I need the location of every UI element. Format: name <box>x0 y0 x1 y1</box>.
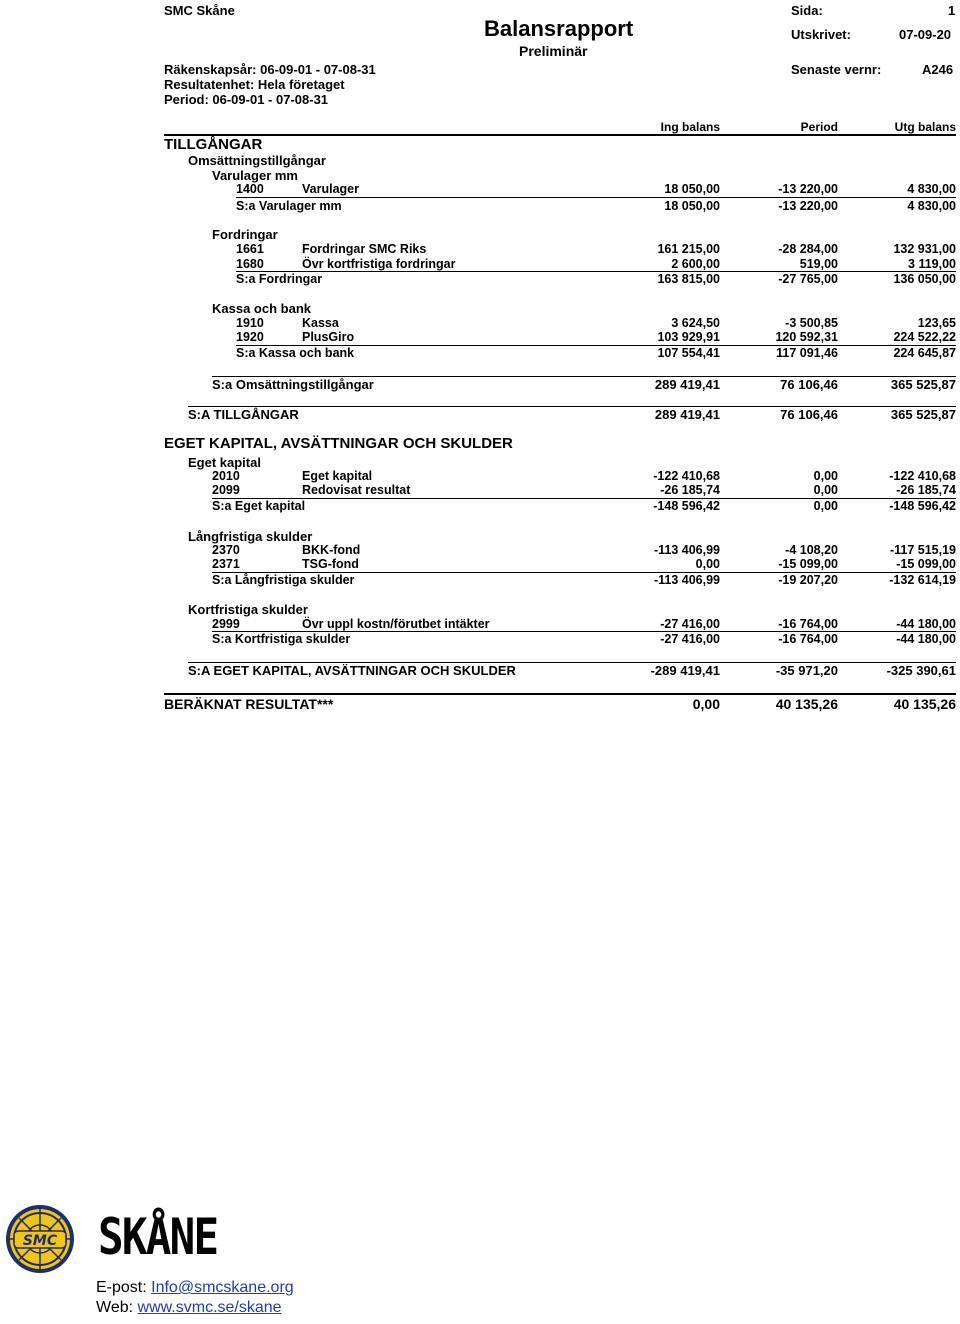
closing-balance: 4 830,00 <box>907 199 956 213</box>
account-number: 2999 <box>212 617 240 631</box>
opening-balance: 107 554,41 <box>657 346 720 360</box>
report-subtitle: Preliminär <box>519 43 588 59</box>
sum-row <box>212 632 956 647</box>
result-row <box>164 696 956 711</box>
longterm-heading: Långfristiga skulder <box>188 529 313 544</box>
sum-label: S:a Varulager mm <box>236 199 342 213</box>
period-amount: -4 108,20 <box>785 543 838 557</box>
opening-balance: 289 419,41 <box>654 377 720 392</box>
period-amount: 117 091,46 <box>776 346 838 360</box>
opening-balance: 18 050,00 <box>664 199 720 213</box>
period-amount: -13 220,00 <box>778 199 838 213</box>
period-amount: 0,00 <box>813 499 838 513</box>
opening-balance: 0,00 <box>695 557 720 571</box>
period-amount: -16 764,00 <box>778 617 838 631</box>
opening-balance: 289 419,41 <box>654 407 720 422</box>
closing-balance: 3 119,00 <box>908 257 956 271</box>
result-label: BERÄKNAT RESULTAT*** <box>164 696 334 712</box>
opening-balance: 3 624,50 <box>671 316 720 330</box>
closing-balance: 224 645,87 <box>893 346 956 360</box>
account-name: PlusGiro <box>302 330 355 344</box>
account-name: TSG-fond <box>302 557 359 571</box>
period-amount: -3 500,85 <box>785 316 838 330</box>
sum-rule <box>236 197 956 198</box>
sum-label: S:a Fordringar <box>236 272 323 286</box>
closing-balance: -44 180,00 <box>896 632 956 646</box>
account-name: Eget kapital <box>302 469 373 483</box>
col-period: Period <box>800 120 838 134</box>
column-headers <box>160 120 956 135</box>
version-label: Senaste vernr: <box>791 62 882 77</box>
table-row <box>212 557 956 572</box>
period-amount: 519,00 <box>799 257 838 271</box>
account-name: Varulager <box>302 182 359 196</box>
email-link[interactable]: Info@smcskane.org <box>151 1279 294 1296</box>
opening-balance: -122 410,68 <box>653 469 720 483</box>
account-number: 2371 <box>212 557 240 571</box>
opening-balance: -148 596,42 <box>653 499 720 513</box>
sum-row <box>212 499 956 514</box>
sum-row <box>236 272 956 287</box>
opening-balance: -113 406,99 <box>653 543 720 557</box>
opening-balance: -289 419,41 <box>650 663 720 678</box>
opening-balance: 0,00 <box>692 696 720 712</box>
opening-balance: -27 416,00 <box>660 617 720 631</box>
printed-label: Utskrivet: <box>791 27 851 42</box>
version-value: A246 <box>922 62 954 77</box>
sum-label: S:A TILLGÅNGAR <box>188 407 299 422</box>
opening-balance: 2 600,00 <box>671 257 720 271</box>
email-line <box>96 1279 294 1297</box>
closing-balance: -15 099,00 <box>896 557 956 571</box>
period-amount: -16 764,00 <box>778 632 838 646</box>
liabilities-heading: EGET KAPITAL, AVSÄTTNINGAR OCH SKULDER <box>164 435 513 452</box>
closing-balance: -325 390,61 <box>886 663 956 678</box>
period: Period: 06-09-01 - 07-08-31 <box>164 92 329 107</box>
fiscal-year: Räkenskapsår: 06-09-01 - 07-08-31 <box>164 62 376 77</box>
opening-balance: 18 050,00 <box>664 182 720 196</box>
opening-balance: 163 815,00 <box>657 272 720 286</box>
sum-row <box>188 407 956 422</box>
sum-row <box>212 377 956 392</box>
account-number: 1680 <box>236 257 264 271</box>
logo-wordmark: SKÅNE <box>98 1208 218 1266</box>
sum-label: S:a Kortfristiga skulder <box>212 632 351 646</box>
opening-balance: 103 929,91 <box>657 330 720 344</box>
sum-row <box>236 346 956 361</box>
closing-balance: 40 135,26 <box>893 696 956 712</box>
opening-balance: 161 215,00 <box>657 242 720 256</box>
closing-balance: 224 522,22 <box>893 330 956 344</box>
current-assets-heading: Omsättningstillgångar <box>188 153 326 168</box>
sum-row <box>236 199 956 214</box>
table-row <box>212 483 956 498</box>
header-rule <box>164 134 956 136</box>
col-opening-balance: Ing balans <box>660 120 720 134</box>
period-amount: 0,00 <box>813 469 838 483</box>
company-name: SMC Skåne <box>164 3 235 18</box>
equity-heading: Eget kapital <box>188 455 261 470</box>
account-name: Övr kortfristiga fordringar <box>302 257 456 271</box>
period-amount: -19 207,20 <box>778 573 838 587</box>
opening-balance: -113 406,99 <box>653 573 720 587</box>
account-number: 1661 <box>236 242 264 256</box>
opening-balance: -27 416,00 <box>660 632 720 646</box>
closing-balance: 4 830,00 <box>907 182 956 196</box>
cash-heading: Kassa och bank <box>212 301 311 316</box>
closing-balance: -122 410,68 <box>889 469 956 483</box>
account-number: 2099 <box>212 483 240 497</box>
closing-balance: 365 525,87 <box>890 377 956 392</box>
account-number: 1910 <box>236 316 264 330</box>
account-name: Övr uppl kostn/förutbet intäkter <box>302 617 490 631</box>
account-name: BKK-fond <box>302 543 361 557</box>
web-line <box>96 1299 282 1317</box>
table-row <box>236 257 956 272</box>
account-number: 1400 <box>236 182 264 196</box>
page-label: Sida: <box>791 3 823 18</box>
col-closing-balance: Utg balans <box>894 120 956 134</box>
closing-balance: -26 185,74 <box>896 483 956 497</box>
sum-label: S:a Omsättningstillgångar <box>212 377 374 392</box>
sum-row <box>212 573 956 588</box>
table-row <box>212 469 956 484</box>
account-number: 2370 <box>212 543 240 557</box>
table-row <box>236 182 956 197</box>
smc-emblem-logo <box>4 1203 76 1275</box>
closing-balance: 132 931,00 <box>893 242 956 256</box>
table-row <box>236 242 956 257</box>
account-name: Fordringar SMC Riks <box>302 242 427 256</box>
closing-balance: -132 614,19 <box>889 573 956 587</box>
printed-date: 07-09-20 <box>899 27 952 42</box>
account-number: 1920 <box>236 330 264 344</box>
assets-heading: TILLGÅNGAR <box>164 136 263 153</box>
sum-label: S:a Långfristiga skulder <box>212 573 355 587</box>
account-name: Kassa <box>302 316 339 330</box>
opening-balance: -26 185,74 <box>660 483 720 497</box>
sum-label: S:A EGET KAPITAL, AVSÄTTNINGAR OCH SKULDER <box>188 663 516 678</box>
shortterm-heading: Kortfristiga skulder <box>188 602 308 617</box>
table-row <box>236 316 956 331</box>
email-label: E-post: <box>96 1279 147 1296</box>
period-amount: -35 971,20 <box>775 663 838 678</box>
receivables-heading: Fordringar <box>212 227 278 242</box>
inventory-heading: Varulager mm <box>212 168 298 183</box>
period-amount: 76 106,46 <box>780 377 838 392</box>
period-amount: 0,00 <box>813 483 838 497</box>
result-unit: Resultatenhet: Hela företaget <box>164 77 345 92</box>
period-amount: 40 135,26 <box>775 696 838 712</box>
page-number: 1 <box>948 3 956 18</box>
table-row <box>212 543 956 558</box>
table-row <box>212 617 956 632</box>
closing-balance: 365 525,87 <box>890 407 956 422</box>
period-amount: -27 765,00 <box>778 272 838 286</box>
period-amount: -13 220,00 <box>778 182 838 196</box>
period-amount: 120 592,31 <box>775 330 838 344</box>
closing-balance: 136 050,00 <box>893 272 956 286</box>
sum-label: S:a Kassa och bank <box>236 346 355 360</box>
period-amount: -15 099,00 <box>778 557 838 571</box>
sum-label: S:a Eget kapital <box>212 499 306 513</box>
closing-balance: 123,65 <box>917 316 956 330</box>
table-row <box>236 330 956 345</box>
closing-balance: -148 596,42 <box>889 499 956 513</box>
web-label: Web: <box>96 1299 134 1316</box>
period-amount: 76 106,46 <box>780 407 838 422</box>
closing-balance: -44 180,00 <box>896 617 956 631</box>
result-rule <box>164 693 956 695</box>
closing-balance: -117 515,19 <box>889 543 956 557</box>
account-number: 2010 <box>212 469 240 483</box>
web-link[interactable]: www.svmc.se/skane <box>137 1299 282 1316</box>
emblem-text: SMC <box>22 1233 58 1249</box>
account-name: Redovisat resultat <box>302 483 411 497</box>
sum-row <box>188 663 956 678</box>
report-title: Balansrapport <box>484 16 634 41</box>
period-amount: -28 284,00 <box>778 242 838 256</box>
